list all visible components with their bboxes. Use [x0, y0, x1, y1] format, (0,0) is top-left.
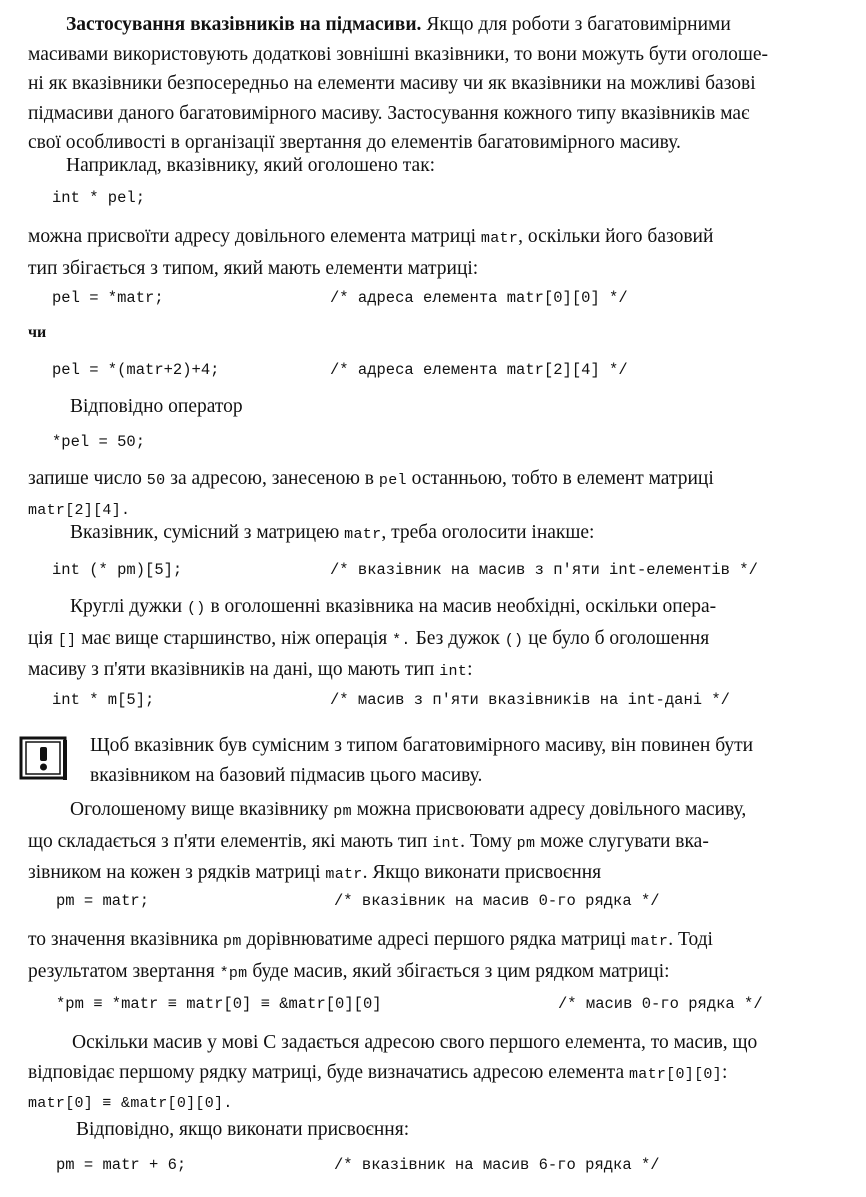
code-line-pm-decl: int (* pm)[5];: [52, 561, 183, 579]
code-line-pel-matr: pel = *matr;: [52, 289, 164, 307]
word-or: чи: [28, 324, 47, 341]
paragraph-write-number: запише число 50 за адресою, занесеною в pel останньою, тобто в елемент матриці matr[2][4].: [28, 468, 714, 519]
code-comment: /* масив з п'яти вказівників на int-дані */: [330, 691, 730, 709]
code-line-equivalence: *pm ≡ *matr ≡ matr[0] ≡ &matr[0][0]: [56, 995, 382, 1013]
code-comment: /* вказівник на масив 0-го рядка */: [334, 892, 660, 910]
code-comment: /* адреса елемента matr[2][4] */: [330, 361, 628, 379]
code-line-pm-matr-6: pm = matr + 6;: [56, 1156, 187, 1174]
paragraph-pointer-value: то значення вказівника pm дорівнюватиме адресі першого рядка матриці matr. Тоді результатом звертання *pm буде масив, який збігається з цим рядком матриці:: [28, 929, 713, 982]
code-comment: /* масив 0-го рядка */: [558, 995, 763, 1013]
code-comment: /* вказівник на масив з п'яти int-елементів */: [330, 561, 758, 579]
paragraph-assign-address: можна присвоїти адресу довільного елемента матриці matr, оскільки його базовий тип збігається з типом, який мають елементи матриці:: [28, 226, 714, 279]
code-comment: /* адреса елемента matr[0][0] */: [330, 289, 628, 307]
note-text: Щоб вказівник був сумісним з типом багатовимірного масиву, він повинен бути вказівником на базовий підмасив цього масиву.: [90, 735, 754, 786]
exclamation-note-icon: [18, 733, 68, 783]
code-line-m-decl: int * m[5];: [52, 691, 155, 709]
code-line-pel-50: *pel = 50;: [52, 433, 146, 451]
section-heading: Застосування вказівників на підмасиви.: [66, 14, 422, 35]
paragraph-example: Наприклад, вказівнику, який оголошено так:: [66, 155, 436, 176]
code-line-pm-matr: pm = matr;: [56, 892, 150, 910]
paragraph-accordingly: Відповідно, якщо виконати присвоєння:: [76, 1119, 410, 1140]
paragraph-compatible-pointer: Вказівник, сумісний з матрицею matr, треба оголосити інакше:: [70, 522, 595, 543]
code-line-pel-offset: pel = *(matr+2)+4;: [52, 361, 220, 379]
code-line-pel-decl: int * pel;: [52, 189, 146, 207]
code-comment: /* вказівник на масив 6-го рядка */: [334, 1156, 660, 1174]
paragraph-array-address: Оскільки масив у мові С задається адресою свого першого елемента, то масив, що відповідає першому рядку матриці, буде визначатись адресою елемента matr[0][0]: matr[0] ≡ &matr[0][0].: [28, 1032, 758, 1112]
paragraph-subarray-pointers: Застосування вказівників на підмасиви. Якщо для роботи з багатовимірними масивами використовують додаткові зовнішні вказівники, то вони можуть бути оголоше- ні як вказівники безпосередньо на елементи масиву чи як вказівники на можливі базові підмасиви даного багатовимірного масиву. Застосування кожного типу вказівників має свої особливості в організації звертання до елементів багатовимірного масиву.: [28, 14, 769, 153]
paragraph-pm-assign: Оголошеному вище вказівнику pm можна присвоювати адресу довільного масиву, що складається з п'яти елементів, які мають тип int. Тому pm може слугувати вка- зівником на кожен з рядків матриці matr. Якщо виконати присвоєння: [28, 799, 747, 883]
paragraph-operator: Відповідно оператор: [70, 396, 243, 417]
paragraph-parentheses: Круглі дужки () в оголошенні вказівника на масив необхідні, оскільки опера- ція [] має вище старшинство, ніж операція *. Без дужок () це було б оголошення масиву з п'яти вказівників на дані, що мають тип int:: [28, 596, 717, 680]
